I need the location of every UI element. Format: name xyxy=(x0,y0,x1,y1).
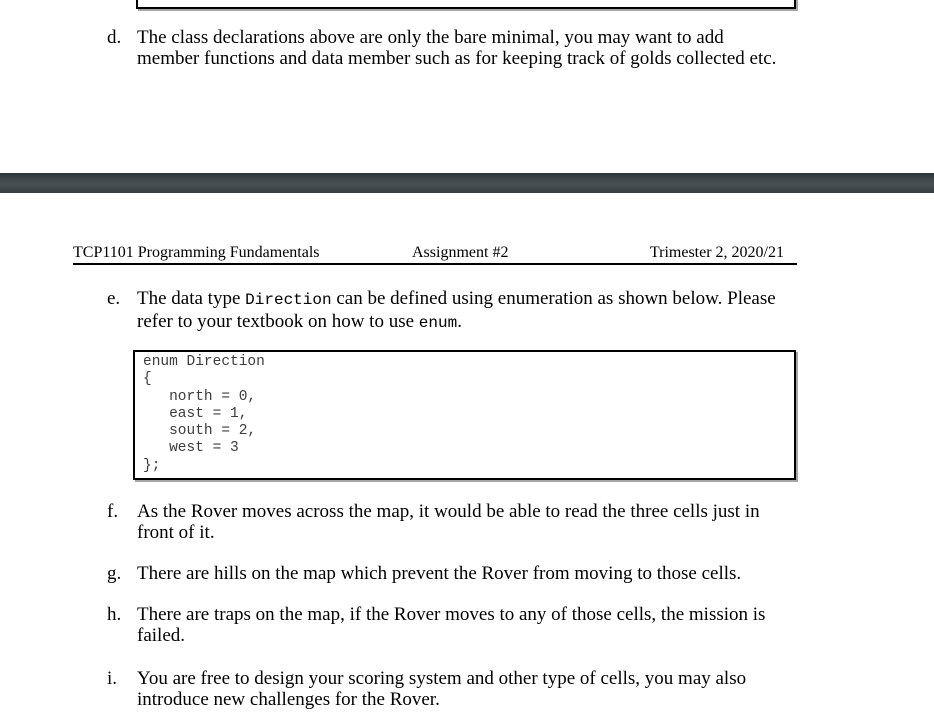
enum-code-block xyxy=(133,350,796,480)
code-line: west = 3 xyxy=(143,440,239,457)
list-item-label: d. xyxy=(107,27,122,48)
page-header xyxy=(73,246,797,265)
text-run: There are traps on the map, if the Rover moves to any of those cells, the mission is failed. xyxy=(137,604,766,646)
previous-page-code-box-edge xyxy=(136,0,796,9)
list-item-label: h. xyxy=(107,604,122,625)
list-item-text xyxy=(137,668,787,710)
page-gap-separator xyxy=(0,173,934,193)
list-item-text xyxy=(137,501,787,543)
list-item-g xyxy=(107,563,787,584)
list-item-i xyxy=(107,668,787,710)
list-item-label: f. xyxy=(107,501,119,522)
list-item-f xyxy=(107,501,787,543)
list-item-text xyxy=(137,563,787,584)
list-item-text xyxy=(137,604,787,646)
code-line: south = 2, xyxy=(143,423,257,440)
header-trimester: Trimester 2, 2020/21 xyxy=(649,244,784,261)
list-item-text xyxy=(137,288,787,334)
code-line: north = 0, xyxy=(143,388,257,405)
code-line: }; xyxy=(143,457,161,474)
inline-code: Direction xyxy=(245,291,332,309)
code-line: east = 1, xyxy=(143,405,248,422)
inline-code: enum xyxy=(418,314,458,332)
list-item-h xyxy=(107,604,787,646)
text-run: As the Rover moves across the map, it would be able to read the three cells just in front of it. xyxy=(137,501,760,543)
list-item-label: g. xyxy=(107,563,122,584)
code-line: { xyxy=(143,371,152,388)
header-assignment-title: Assignment #2 xyxy=(412,244,509,261)
list-item-label: i. xyxy=(107,668,118,689)
header-course-title: TCP1101 Programming Fundamentals xyxy=(73,244,320,261)
text-run: The class declarations above are only the bare minimal, you may want to add member functions and data member such as for keeping track of golds collected etc. xyxy=(137,27,777,69)
text-run: can be defined using enumeration as shown below. Please refer to your textbook on how to use xyxy=(137,288,776,332)
text-run: . xyxy=(457,311,462,332)
text-run: You are free to design your scoring system and other type of cells, you may also introduce new challenges for the Rover. xyxy=(137,668,747,710)
text-run: There are hills on the map which prevent the Rover from moving to those cells. xyxy=(137,563,742,584)
text-run: The data type xyxy=(137,288,246,309)
list-item-e xyxy=(107,288,787,334)
list-item-label: e. xyxy=(107,288,121,309)
code-line: enum Direction xyxy=(143,354,265,370)
list-item-d xyxy=(107,27,787,69)
list-item-text xyxy=(137,27,787,69)
